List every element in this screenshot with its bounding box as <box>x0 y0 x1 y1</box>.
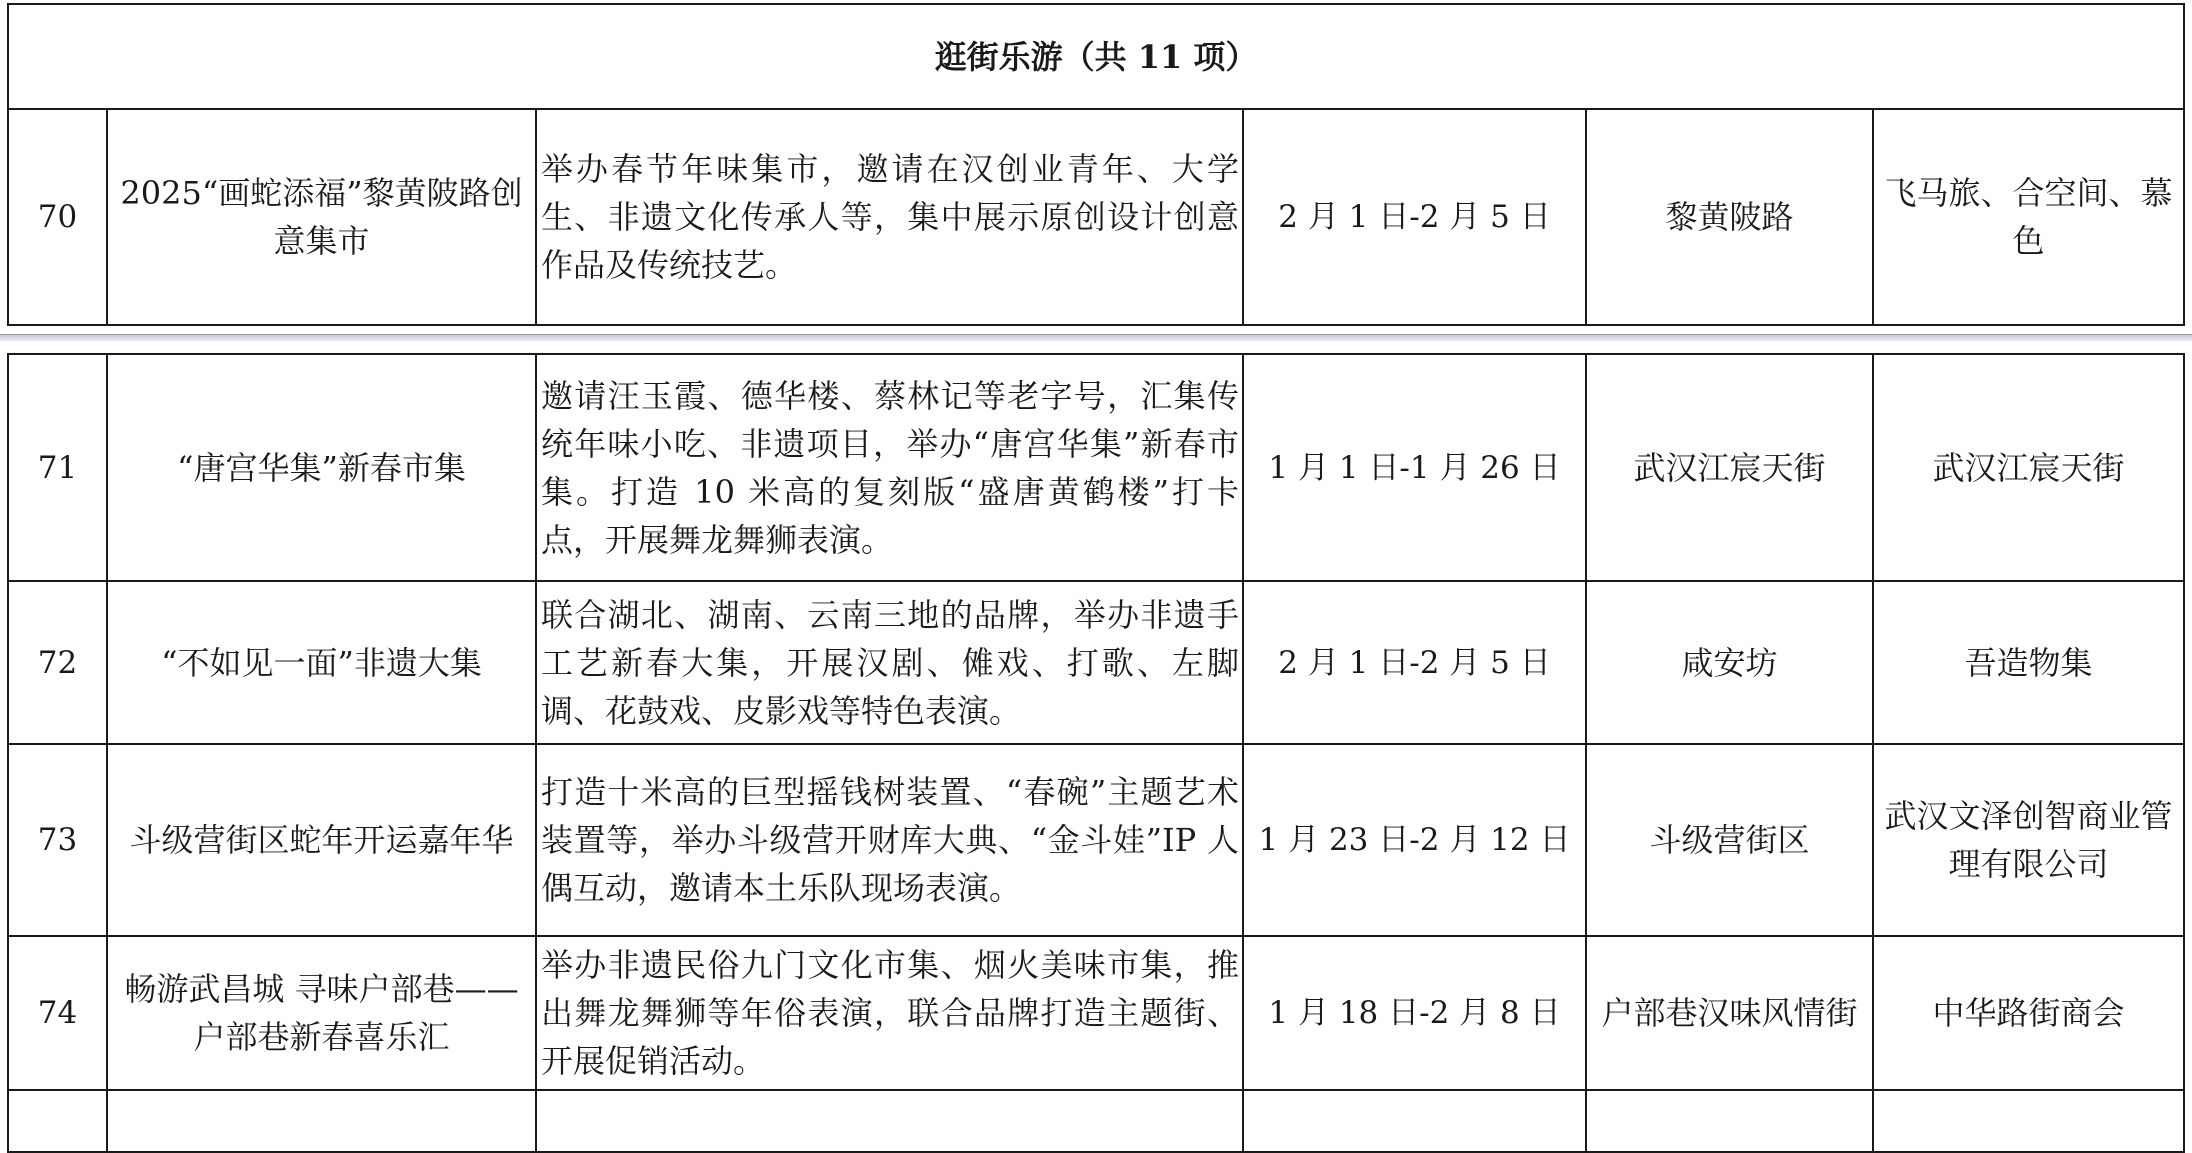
event-location: 武汉江宸天街 <box>1586 354 1873 581</box>
table-row <box>8 936 2184 1090</box>
table-row <box>8 354 2184 581</box>
empty-cell <box>1873 1090 2184 1152</box>
row-number: 73 <box>8 744 107 936</box>
event-name: “不如见一面”非遗大集 <box>107 581 536 744</box>
event-organizer: 武汉江宸天街 <box>1873 354 2184 581</box>
empty-cell <box>536 1090 1243 1152</box>
event-description: 举办春节年味集市，邀请在汉创业青年、大学生、非遗文化传承人等，集中展示原创设计创意作品及传统技艺。 <box>536 109 1243 325</box>
table-row <box>8 581 2184 744</box>
event-table-top <box>7 3 2185 326</box>
event-location: 户部巷汉味风情街 <box>1586 936 1873 1090</box>
event-organizer: 中华路街商会 <box>1873 936 2184 1090</box>
event-description: 联合湖北、湖南、云南三地的品牌，举办非遗手工艺新春大集，开展汉剧、傩戏、打歌、左脚调、花鼓戏、皮影戏等特色表演。 <box>536 581 1243 744</box>
event-description: 举办非遗民俗九门文化市集、烟火美味市集，推出舞龙舞狮等年俗表演，联合品牌打造主题街、开展促销活动。 <box>536 936 1243 1090</box>
event-location: 黎黄陂路 <box>1586 109 1873 325</box>
row-number: 71 <box>8 354 107 581</box>
event-name: 2025“画蛇添福”黎黄陂路创意集市 <box>107 109 536 325</box>
empty-cell <box>8 1090 107 1152</box>
event-name: “唐宫华集”新春市集 <box>107 354 536 581</box>
event-table-bottom <box>7 353 2185 1153</box>
empty-cell <box>1243 1090 1586 1152</box>
empty-cell <box>1586 1090 1873 1152</box>
event-name: 斗级营街区蛇年开运嘉年华 <box>107 744 536 936</box>
event-organizer: 武汉文泽创智商业管理有限公司 <box>1873 744 2184 936</box>
event-location: 咸安坊 <box>1586 581 1873 744</box>
event-date: 2 月 1 日-2 月 5 日 <box>1243 581 1586 744</box>
page-break-divider <box>0 334 2192 341</box>
section-header-row <box>8 4 2184 109</box>
table-row <box>8 109 2184 325</box>
event-date: 2 月 1 日-2 月 5 日 <box>1243 109 1586 325</box>
row-number: 70 <box>8 109 107 325</box>
event-date: 1 月 23 日-2 月 12 日 <box>1243 744 1586 936</box>
event-description: 打造十米高的巨型摇钱树装置、“春碗”主题艺术装置等，举办斗级营开财库大典、“金斗娃”IP 人偶互动，邀请本土乐队现场表演。 <box>536 744 1243 936</box>
row-number: 72 <box>8 581 107 744</box>
event-description: 邀请汪玉霞、德华楼、蔡林记等老字号，汇集传统年味小吃、非遗项目，举办“唐宫华集”新春市集。打造 10 米高的复刻版“盛唐黄鹤楼”打卡点，开展舞龙舞狮表演。 <box>536 354 1243 581</box>
event-location: 斗级营街区 <box>1586 744 1873 936</box>
row-number: 74 <box>8 936 107 1090</box>
empty-cell <box>107 1090 536 1152</box>
event-organizer: 吾造物集 <box>1873 581 2184 744</box>
section-title: 逛街乐游（共 11 项） <box>8 4 2184 109</box>
event-date: 1 月 1 日-1 月 26 日 <box>1243 354 1586 581</box>
event-date: 1 月 18 日-2 月 8 日 <box>1243 936 1586 1090</box>
table-row-continued <box>8 1090 2184 1152</box>
event-organizer: 飞马旅、合空间、慕色 <box>1873 109 2184 325</box>
table-row <box>8 744 2184 936</box>
event-name: 畅游武昌城 寻味户部巷——户部巷新春喜乐汇 <box>107 936 536 1090</box>
